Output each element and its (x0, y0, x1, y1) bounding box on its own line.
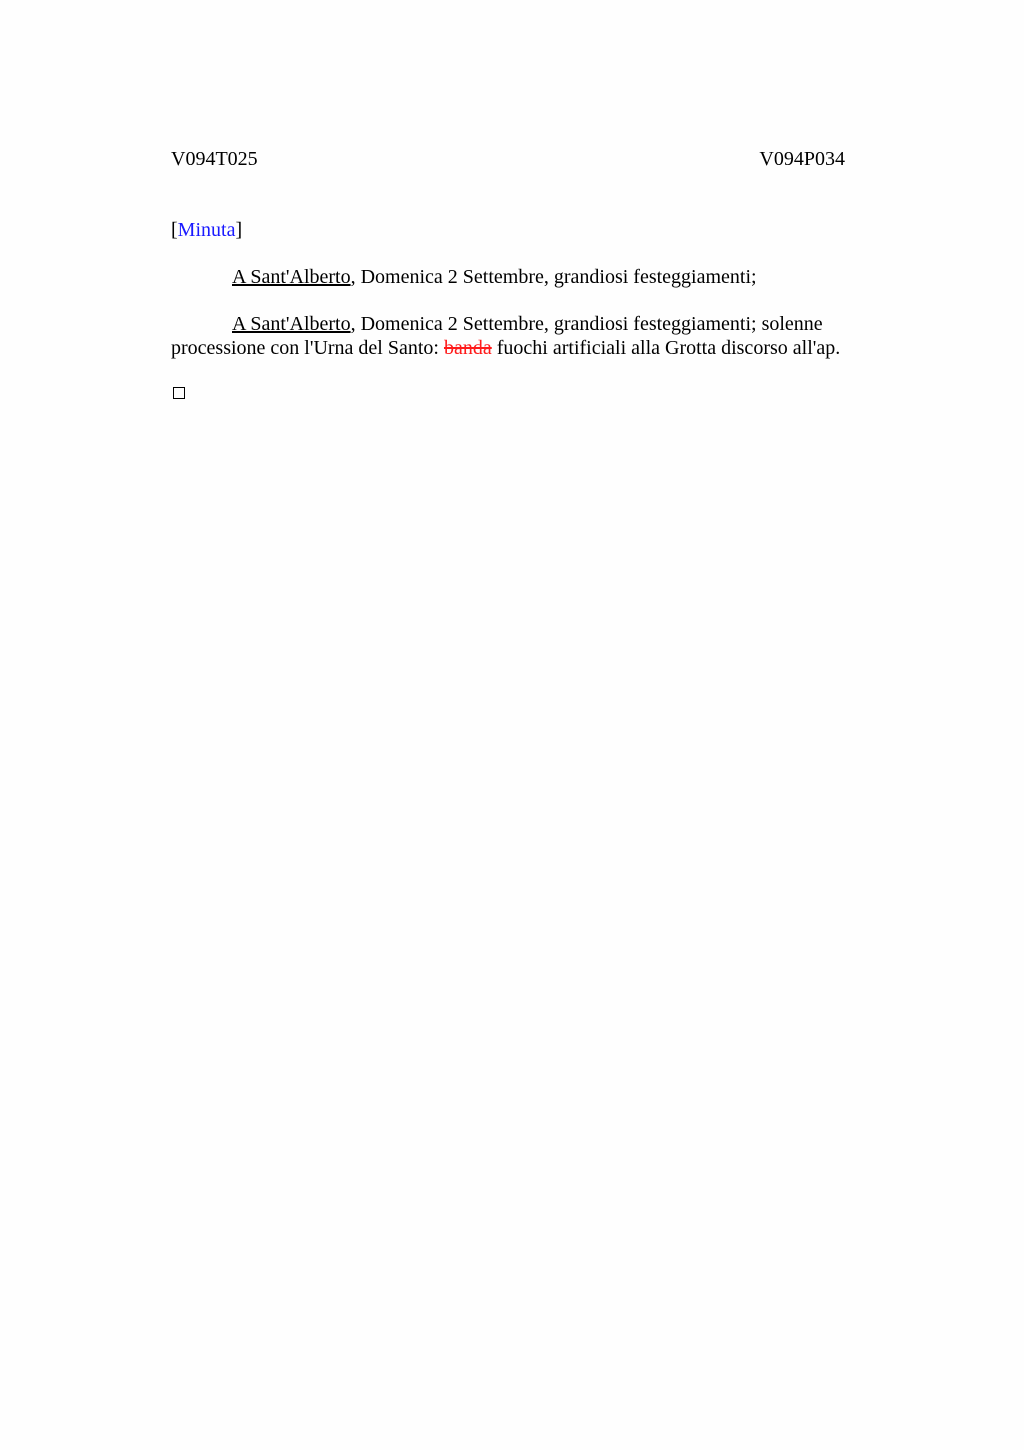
document-code-left: V094T025 (171, 148, 258, 170)
document-code-right: V094P034 (759, 148, 845, 170)
paragraph-1 (171, 265, 871, 289)
empty-square-icon (173, 387, 185, 399)
document-header (171, 146, 845, 172)
underlined-place: A Sant'Alberto (232, 313, 351, 335)
paragraph-2-line2-end: fuochi artificiali alla Grotta discorso all'ap. (491, 337, 841, 359)
minuta-text: Minuta (177, 219, 236, 241)
paragraph-2-line1-text: , Domenica 2 Settembre, grandiosi festeggiamenti; solenne (350, 313, 823, 335)
paragraph-2-line2-start: processione con l'Urna del Santo: (171, 337, 444, 359)
minuta-close-bracket: ] (235, 219, 243, 241)
underlined-place: A Sant'Alberto (232, 266, 351, 288)
paragraph-2 (171, 312, 871, 360)
minuta-open-bracket: [ (171, 219, 178, 241)
struck-word: banda (443, 337, 492, 359)
paragraph-1-text: , Domenica 2 Settembre, grandiosi festeggiamenti; (350, 266, 757, 288)
minuta-label (171, 217, 242, 243)
